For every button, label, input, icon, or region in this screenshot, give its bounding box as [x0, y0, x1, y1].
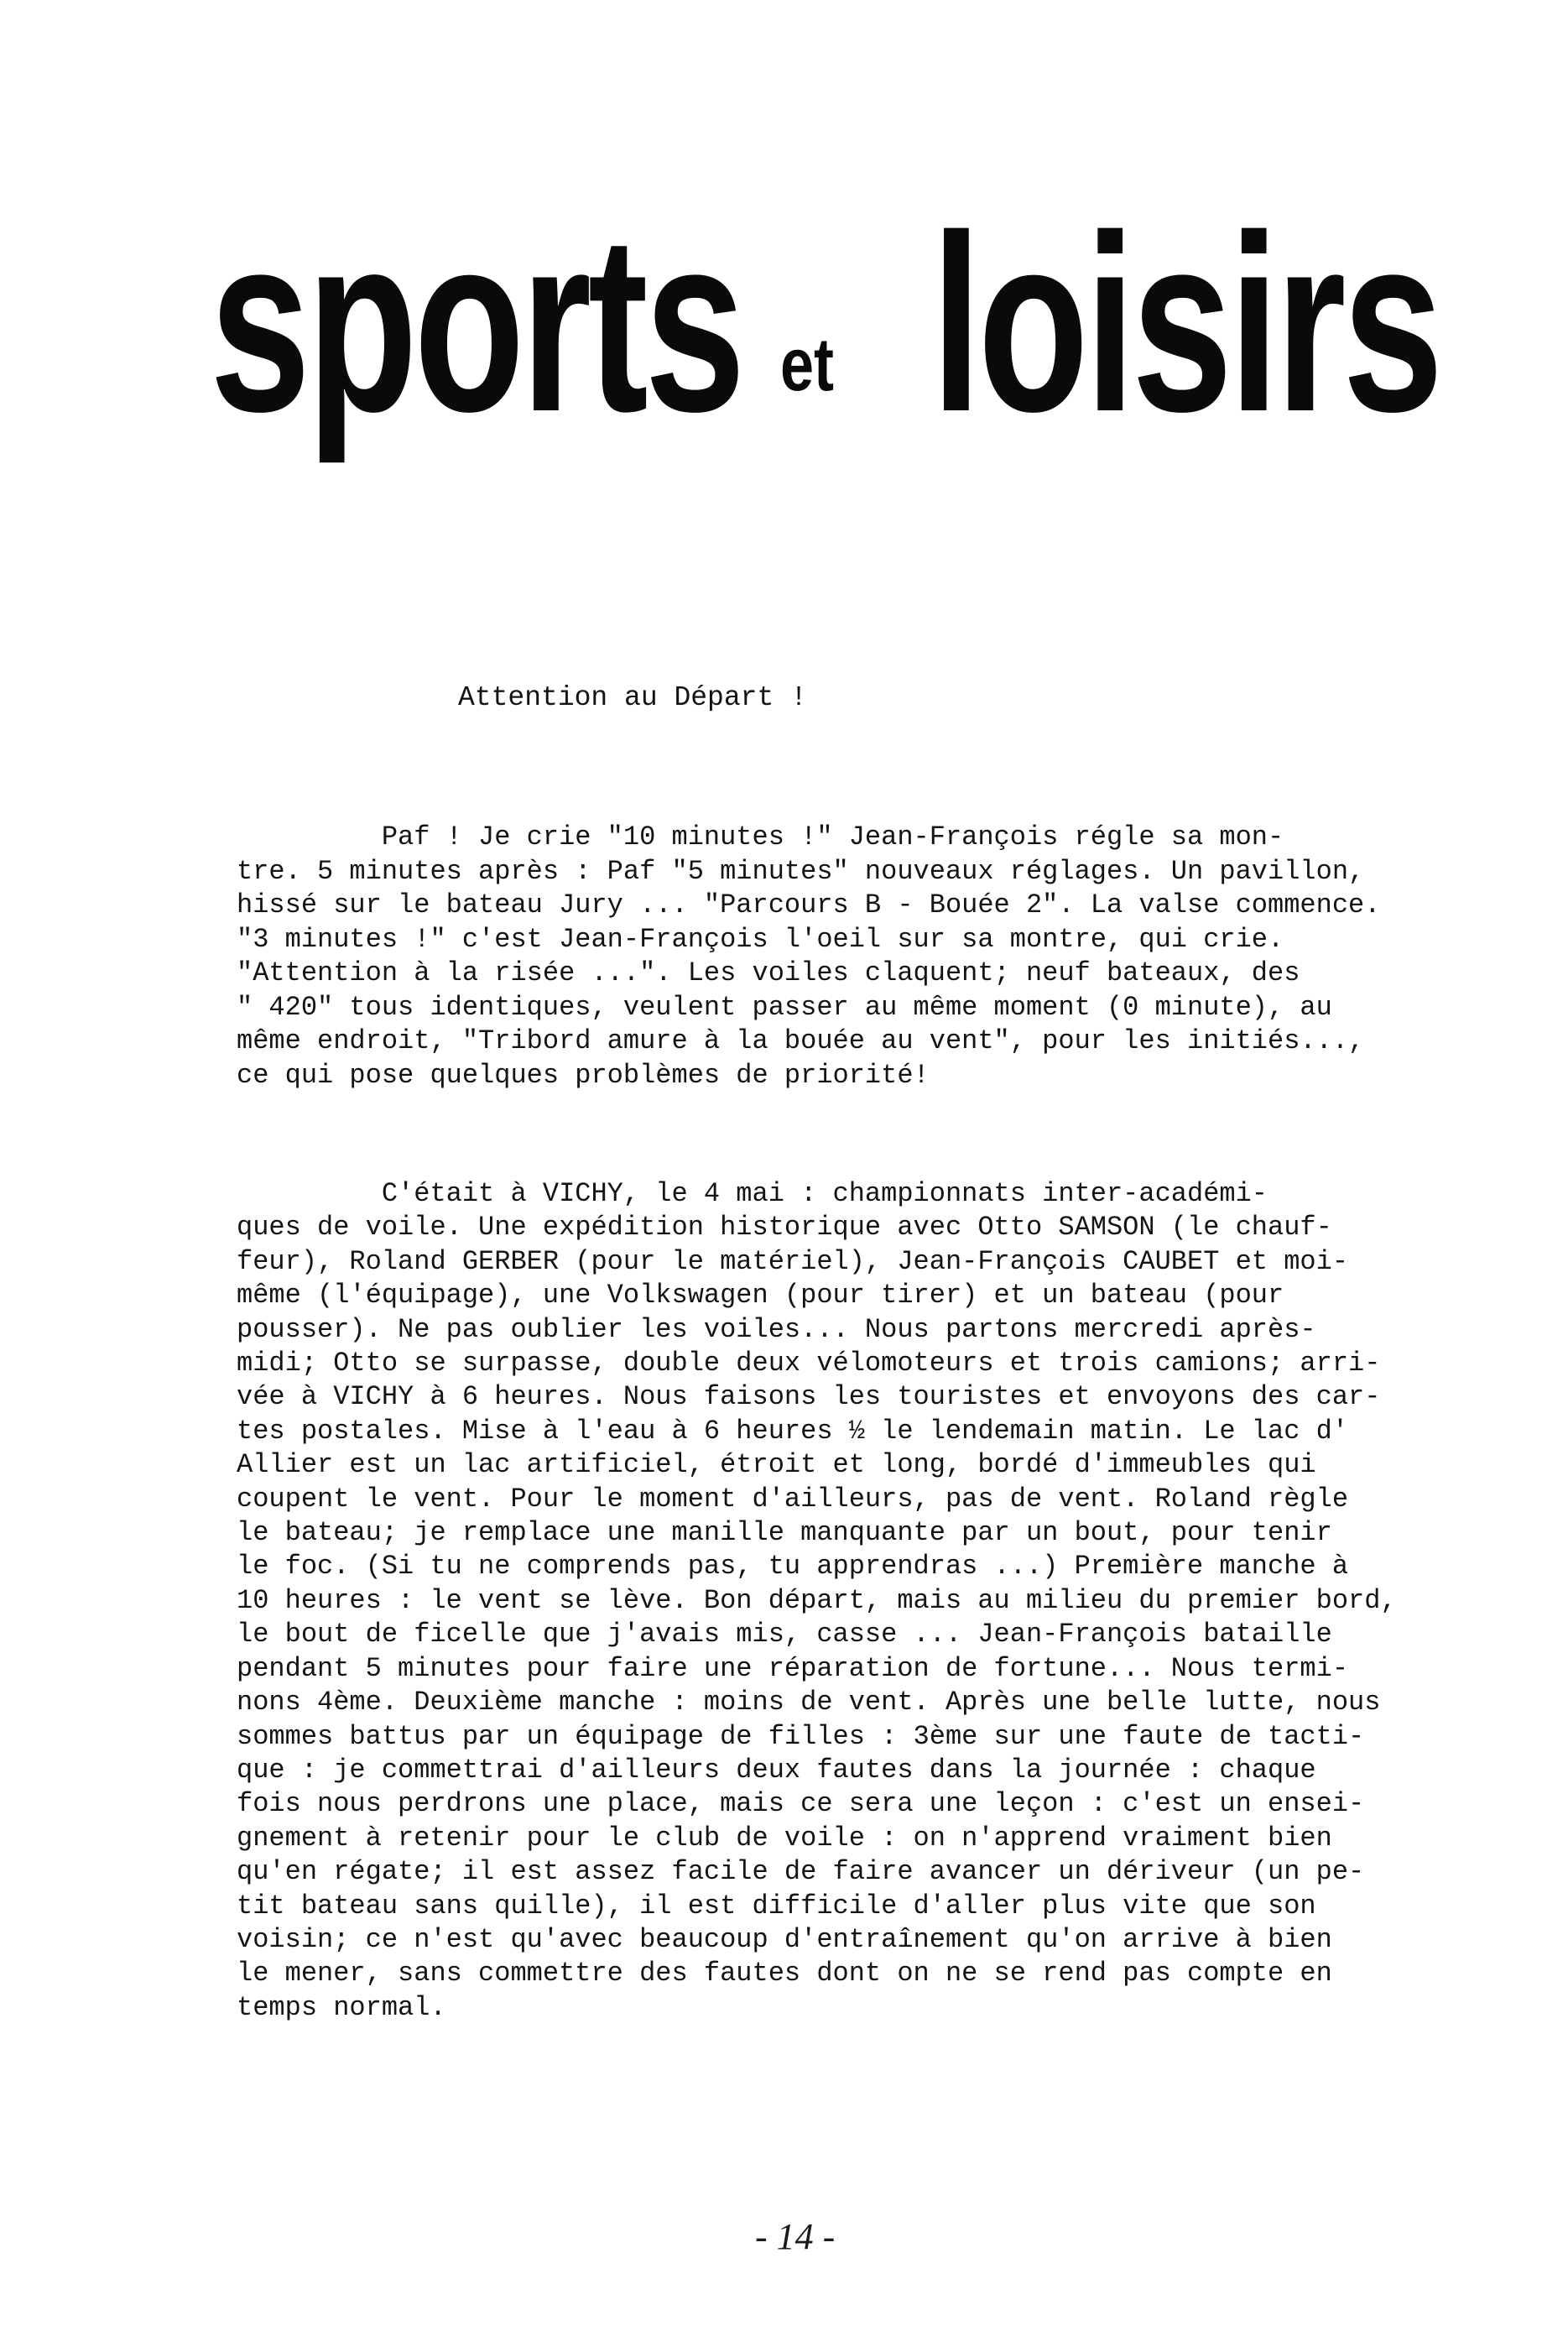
masthead-connector-et: et	[780, 323, 835, 407]
text-line: pendant 5 minutes pour faire une réparation de fortune... Nous termi-	[237, 1652, 1349, 1684]
text-line: tre. 5 minutes après : Paf "5 minutes" nouveaux réglages. Un pavillon,	[237, 855, 1365, 887]
article-paragraph-1	[237, 821, 1380, 1093]
text-line: tes postales. Mise à l'eau à 6 heures ½ le lendemain matin. Le lac d'	[237, 1415, 1349, 1447]
text-line: Allier est un lac artificiel, étroit et long, bordé d'immeubles qui	[237, 1449, 1316, 1481]
text-line: gnement à retenir pour le club de voile : on n'apprend vraiment bien	[237, 1822, 1332, 1854]
masthead-word-sports: sports	[210, 182, 742, 464]
text-line: nons 4ème. Deuxième manche : moins de vent. Après une belle lutte, nous	[237, 1687, 1381, 1718]
text-line: "Attention à la risée ...". Les voiles claquent; neuf bateaux, des	[237, 957, 1300, 988]
text-line: même endroit, "Tribord amure à la bouée au vent", pour les initiés...,	[237, 1025, 1365, 1056]
text-line: fois nous perdrons une place, mais ce sera une leçon : c'est un ensei-	[237, 1788, 1365, 1820]
text-line: hissé sur le bateau Jury ... "Parcours B - Bouée 2". La valse commence.	[237, 889, 1381, 920]
text-line: le mener, sans commettre des fautes dont on ne se rend pas compte en	[237, 1958, 1332, 1990]
text-line: Paf ! Je crie "10 minutes !" Jean-François régle sa mon-	[237, 821, 1284, 853]
article-paragraph-2	[237, 1177, 1397, 2025]
section-masthead	[210, 182, 1485, 487]
text-line: temps normal.	[237, 1991, 446, 2023]
text-line: tit bateau sans quille), il est difficile d'aller plus vite que son	[237, 1890, 1316, 1922]
text-line: C'était à VICHY, le 4 mai : championnats inter-académi-	[237, 1178, 1268, 1209]
text-line: 10 heures : le vent se lève. Bon départ, mais au milieu du premier bord,	[237, 1584, 1397, 1616]
text-line: coupent le vent. Pour le moment d'ailleurs, pas de vent. Roland règle	[237, 1483, 1349, 1515]
text-line: "3 minutes !" c'est Jean-François l'oeil sur sa montre, qui crie.	[237, 923, 1284, 955]
text-line: le foc. (Si tu ne comprends pas, tu apprendras ...) Première manche à	[237, 1551, 1349, 1583]
text-line: pousser). Ne pas oublier les voiles... Nous partons mercredi après-	[237, 1313, 1316, 1345]
text-line: feur), Roland GERBER (pour le matériel), Jean-François CAUBET et moi-	[237, 1245, 1349, 1277]
text-line: le bateau; je remplace une manille manquante par un bout, pour tenir	[237, 1517, 1332, 1549]
text-line: qu'en régate; il est assez facile de faire avancer un dériveur (un pe-	[237, 1856, 1365, 1888]
text-line: ques de voile. Une expédition historique avec Otto SAMSON (le chauf-	[237, 1212, 1332, 1244]
article-heading: Attention au Départ !	[458, 682, 807, 713]
text-line: voisin; ce n'est qu'avec beaucoup d'entraînement qu'on arrive à bien	[237, 1923, 1332, 1955]
text-line: midi; Otto se surpasse, double deux vélomoteurs et trois camions; arri-	[237, 1348, 1381, 1379]
text-line: ce qui pose quelques problèmes de priorité!	[237, 1059, 930, 1091]
text-line: sommes battus par un équipage de filles : 3ème sur une faute de tacti-	[237, 1720, 1365, 1752]
text-line: vée à VICHY à 6 heures. Nous faisons les touristes et envoyons des car-	[237, 1381, 1381, 1413]
page-number: - 14 -	[755, 2216, 836, 2257]
masthead-word-loisirs: loisirs	[931, 182, 1440, 464]
text-line: même (l'équipage), une Volkswagen (pour tirer) et un bateau (pour	[237, 1280, 1284, 1312]
text-line: " 420" tous identiques, veulent passer au même moment (0 minute), au	[237, 991, 1332, 1023]
text-line: que : je commettrai d'ailleurs deux fautes dans la journée : chaque	[237, 1754, 1316, 1786]
text-line: le bout de ficelle que j'avais mis, casse ... Jean-François bataille	[237, 1619, 1332, 1651]
